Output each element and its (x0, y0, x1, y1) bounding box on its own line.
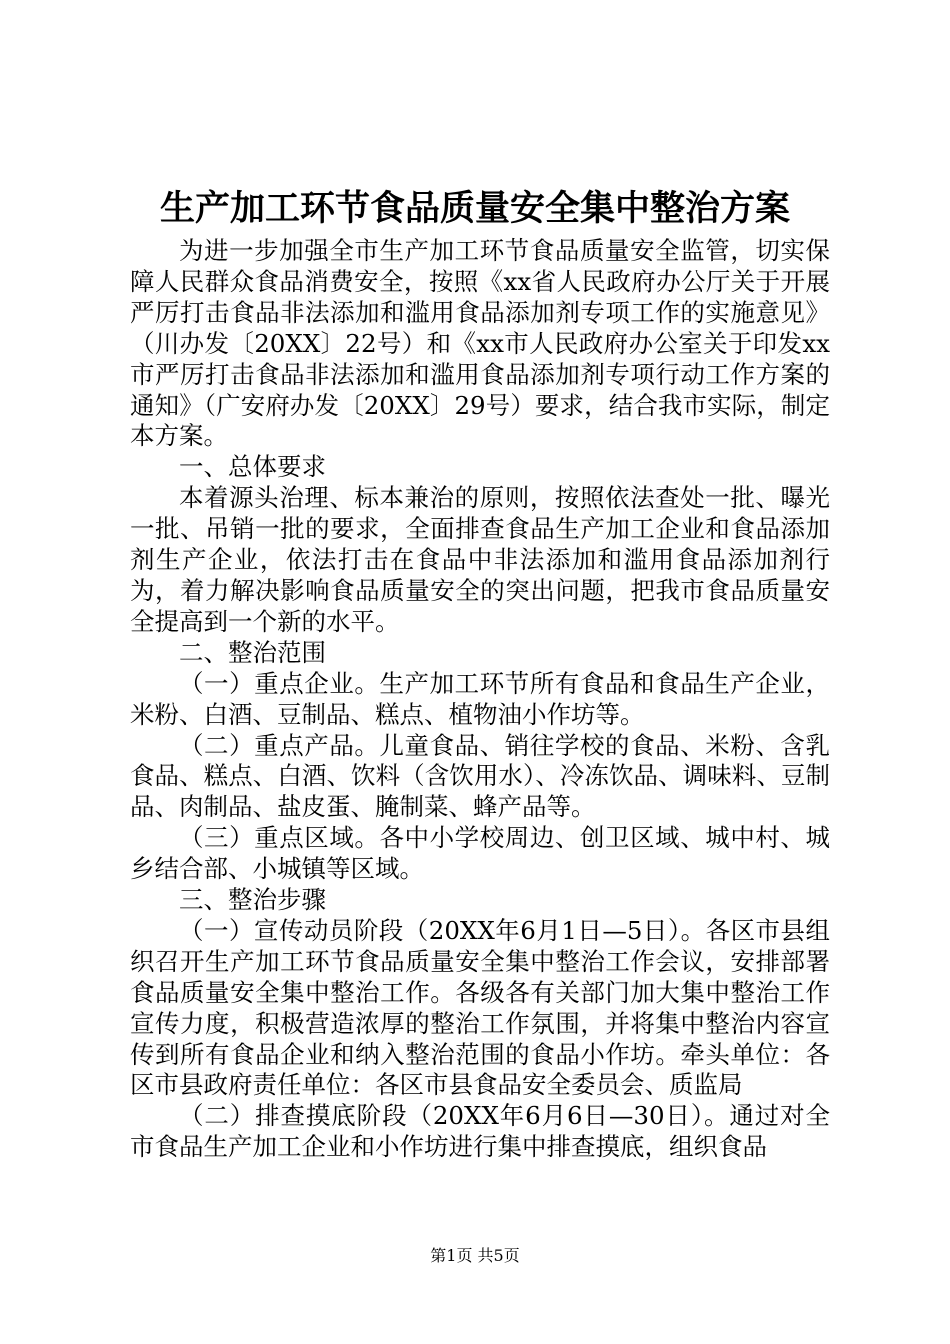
paragraph-survey-stage: （二）排查摸底阶段（20XX年6月6日—30日）。通过对全市食品生产加工企业和小作坊进行集中排查摸底，组织食品 (130, 1101, 830, 1162)
paragraph-key-products: （二）重点产品。儿童食品、销往学校的食品、米粉、含乳食品、糕点、白酒、饮料（含饮用水）、冷冻饮品、调味料、豆制品、肉制品、盐皮蛋、腌制菜、蜂产品等。 (130, 730, 830, 822)
section-heading-steps: 三、整治步骤 (179, 885, 326, 915)
section-heading-scope: 二、整治范围 (179, 637, 326, 667)
paragraph-publicity-stage: （一）宣传动员阶段（20XX年6月1日—5日）。各区市县组织召开生产加工环节食品质量安全集中整治工作会议，安排部署食品质量安全集中整治工作。各级各有关部门加大集中整治工作宣传力度，积极营造浓厚的整治工作氛围，并将集中整治内容宣传到所有食品企业和纳入整治范围的食品小作坊。牵头单位：各区市县政府责任单位：各区市县食品安全委员会、质监局 (130, 915, 830, 1100)
paragraph-general-requirements: 本着源头治理、标本兼治的原则，按照依法查处一批、曝光一批、吊销一批的要求，全面排查食品生产加工企业和食品添加剂生产企业，依法打击在食品中非法添加和滥用食品添加剂行为，着力解决影响食品质量安全的突出问题，把我市食品质量安全提高到一个新的水平。 (130, 483, 830, 636)
page-footer: 第1页 共5页 (430, 1246, 520, 1265)
section-heading-general-requirements: 一、总体要求 (179, 452, 326, 482)
paragraph-key-enterprises: （一）重点企业。生产加工环节所有食品和食品生产企业，米粉、白酒、豆制品、糕点、植物油小作坊等。 (130, 668, 830, 729)
paragraph-intro: 为进一步加强全市生产加工环节食品质量安全监管，切实保障人民群众食品消费安全，按照《xx省人民政府办公厅关于开展严厉打击食品非法添加和滥用食品添加剂专项工作的实施意见》（川办发〔20XX〕22号）和《xx市人民政府办公室关于印发xx市严厉打击食品非法添加和滥用食品添加剂专项行动工作方案的通知》（广安府办发〔20XX〕29号）要求，结合我市实际，制定本方案。 (130, 236, 830, 451)
document-body (130, 236, 830, 1163)
paragraph-key-areas: （三）重点区域。各中小学校周边、创卫区域、城中村、城乡结合部、小城镇等区域。 (130, 823, 830, 884)
document-title: 生产加工环节食品质量安全集中整治方案 (159, 188, 790, 229)
